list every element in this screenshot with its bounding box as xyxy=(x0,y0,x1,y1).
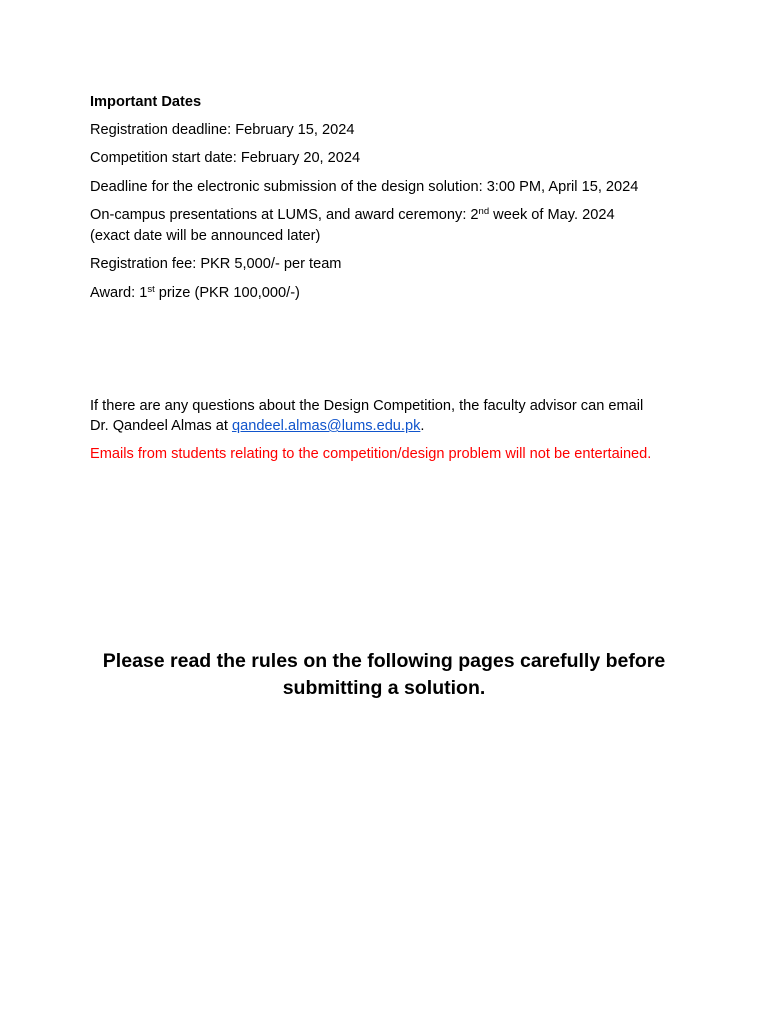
award-line xyxy=(90,283,300,303)
contact-line-2 xyxy=(90,416,424,436)
award-ordinal: st xyxy=(147,284,155,295)
submission-deadline: Deadline for the electronic submission of the design solution: 3:00 PM, April 15, 2024 xyxy=(90,179,639,195)
email-link[interactable]: qandeel.almas@lums.edu.pk xyxy=(231,418,421,434)
contact-suffix: . xyxy=(420,418,425,434)
presentations-prefix: On-campus presentations at LUMS, and award ceremony: 2 xyxy=(90,207,479,223)
contact-prefix: Dr. Qandeel Almas at xyxy=(90,418,232,434)
notice-line-1: Please read the rules on the following pages carefully before xyxy=(102,650,666,672)
presentations-suffix: week of May. 2024 xyxy=(489,207,615,223)
important-dates-heading: Important Dates xyxy=(90,94,202,110)
notice-line-2: submitting a solution. xyxy=(282,677,486,699)
presentations-note: (exact date will be announced later) xyxy=(90,228,321,244)
award-prefix: Award: 1 xyxy=(90,285,148,301)
competition-start-date: Competition start date: February 20, 2024 xyxy=(90,150,361,166)
contact-line-1: If there are any questions about the Design Competition, the faculty advisor can email xyxy=(90,398,644,414)
registration-deadline: Registration deadline: February 15, 2024 xyxy=(90,122,355,138)
warning-text: Emails from students relating to the competition/design problem will not be entertained. xyxy=(90,446,652,462)
award-suffix: prize (PKR 100,000/-) xyxy=(154,285,300,301)
presentations-ordinal: nd xyxy=(478,206,490,217)
presentations-line xyxy=(90,205,615,225)
registration-fee: Registration fee: PKR 5,000/- per team xyxy=(90,256,342,272)
